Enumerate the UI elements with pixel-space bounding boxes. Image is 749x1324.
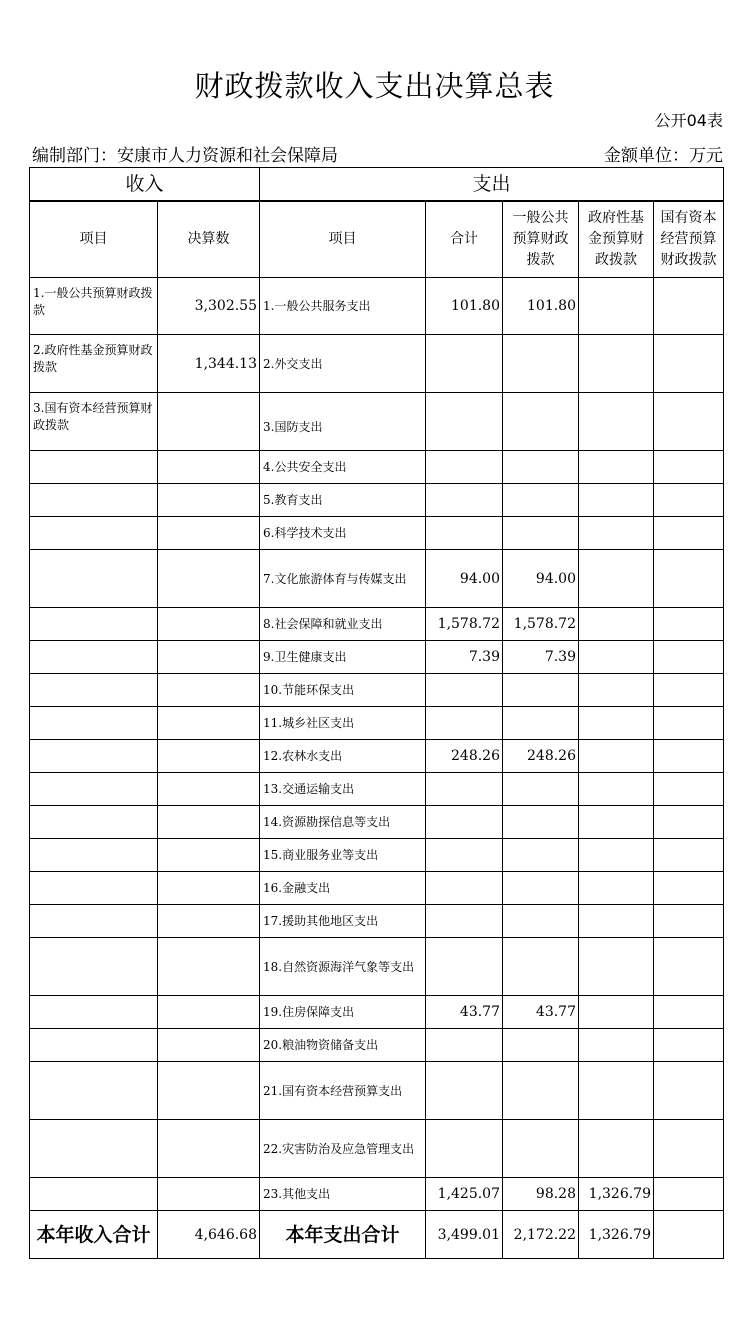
expense-item: 15.商业服务业等支出 <box>260 839 426 872</box>
income-value <box>158 517 260 550</box>
income-total-value: 4,646.68 <box>158 1211 260 1259</box>
compiling-department: 编制部门：安康市人力资源和社会保障局 <box>32 146 338 166</box>
expense-state <box>654 1062 724 1120</box>
expense-state <box>654 938 724 996</box>
expense-general: 101.80 <box>503 278 579 335</box>
income-item <box>30 484 158 517</box>
expense-item: 13.交通运输支出 <box>260 773 426 806</box>
expense-item: 18.自然资源海洋气象等支出 <box>260 938 426 996</box>
income-item <box>30 674 158 707</box>
expense-total-general: 2,172.22 <box>503 1211 579 1259</box>
amount-unit: 金额单位：万元 <box>604 146 723 166</box>
expense-item: 2.外交支出 <box>260 335 426 393</box>
income-item <box>30 641 158 674</box>
expense-total: 7.39 <box>426 641 503 674</box>
expense-total <box>426 393 503 451</box>
expense-general <box>503 905 579 938</box>
expense-total <box>426 707 503 740</box>
expense-total <box>426 1120 503 1178</box>
expense-section-header: 支出 <box>260 168 724 201</box>
expense-item: 11.城乡社区支出 <box>260 707 426 740</box>
expense-total-label: 本年支出合计 <box>260 1211 426 1259</box>
expense-state <box>654 1029 724 1062</box>
income-value <box>158 1029 260 1062</box>
table-row <box>30 1120 724 1178</box>
expense-fund <box>579 806 654 839</box>
table-row <box>30 938 724 996</box>
expense-state <box>654 550 724 608</box>
expense-general: 98.28 <box>503 1178 579 1211</box>
expense-general <box>503 451 579 484</box>
expense-fund <box>579 517 654 550</box>
expense-fund <box>579 451 654 484</box>
col-header-total: 合计 <box>426 201 503 278</box>
income-item <box>30 905 158 938</box>
income-value: 3,302.55 <box>158 278 260 335</box>
table-row <box>30 641 724 674</box>
expense-state <box>654 393 724 451</box>
table-row <box>30 550 724 608</box>
income-item <box>30 938 158 996</box>
expense-total: 1,425.07 <box>426 1178 503 1211</box>
expense-general <box>503 839 579 872</box>
expense-state <box>654 278 724 335</box>
expense-item: 20.粮油物资储备支出 <box>260 1029 426 1062</box>
table-row <box>30 517 724 550</box>
expense-item: 12.农林水支出 <box>260 740 426 773</box>
expense-general: 94.00 <box>503 550 579 608</box>
expense-fund <box>579 335 654 393</box>
income-item <box>30 1178 158 1211</box>
income-value <box>158 393 260 451</box>
totals-row <box>30 1211 724 1259</box>
form-number: 公开04表 <box>654 111 723 130</box>
expense-item: 19.住房保障支出 <box>260 996 426 1029</box>
expense-total-state <box>654 1211 724 1259</box>
expense-fund <box>579 905 654 938</box>
income-value <box>158 1062 260 1120</box>
income-item <box>30 773 158 806</box>
expense-general <box>503 517 579 550</box>
expense-total: 1,578.72 <box>426 608 503 641</box>
col-header-gov-fund: 政府性基金预算财政拨款 <box>579 201 654 278</box>
expense-fund <box>579 278 654 335</box>
page-title: 财政拨款收入支出决算总表 <box>194 69 555 103</box>
income-value <box>158 773 260 806</box>
expense-total <box>426 517 503 550</box>
expense-item: 4.公共安全支出 <box>260 451 426 484</box>
col-header-income-item: 项目 <box>30 201 158 278</box>
expense-total <box>426 1029 503 1062</box>
table-row <box>30 278 724 335</box>
table-row <box>30 451 724 484</box>
table-row <box>30 393 724 451</box>
expense-fund <box>579 938 654 996</box>
expense-item: 17.援助其他地区支出 <box>260 905 426 938</box>
expense-total <box>426 806 503 839</box>
income-value <box>158 872 260 905</box>
expense-state <box>654 641 724 674</box>
expense-general <box>503 674 579 707</box>
expense-total: 94.00 <box>426 550 503 608</box>
column-header-row <box>30 201 724 278</box>
income-item <box>30 1120 158 1178</box>
income-item <box>30 872 158 905</box>
expense-fund <box>579 674 654 707</box>
expense-total: 248.26 <box>426 740 503 773</box>
expense-state <box>654 1178 724 1211</box>
table-row <box>30 1178 724 1211</box>
income-item <box>30 1062 158 1120</box>
expense-total: 43.77 <box>426 996 503 1029</box>
expense-state <box>654 996 724 1029</box>
expense-fund <box>579 484 654 517</box>
expense-item: 7.文化旅游体育与传媒支出 <box>260 550 426 608</box>
expense-state <box>654 451 724 484</box>
expense-total <box>426 938 503 996</box>
table-row <box>30 905 724 938</box>
income-value <box>158 839 260 872</box>
expense-state <box>654 806 724 839</box>
income-value <box>158 740 260 773</box>
expense-general <box>503 806 579 839</box>
income-total-label: 本年收入合计 <box>30 1211 158 1259</box>
income-value <box>158 905 260 938</box>
section-header-row <box>30 168 724 201</box>
income-item <box>30 839 158 872</box>
income-item <box>30 451 158 484</box>
income-item <box>30 550 158 608</box>
table-row <box>30 872 724 905</box>
expense-fund <box>579 641 654 674</box>
income-item: 2.政府性基金预算财政拨款 <box>30 335 158 393</box>
expense-total: 101.80 <box>426 278 503 335</box>
expense-total <box>426 484 503 517</box>
expense-total <box>426 839 503 872</box>
income-value <box>158 641 260 674</box>
income-item <box>30 707 158 740</box>
income-value <box>158 996 260 1029</box>
expense-item: 21.国有资本经营预算支出 <box>260 1062 426 1120</box>
table-row <box>30 773 724 806</box>
expense-item: 6.科学技术支出 <box>260 517 426 550</box>
expense-state <box>654 905 724 938</box>
expense-state <box>654 1120 724 1178</box>
expense-fund <box>579 1062 654 1120</box>
table-row <box>30 740 724 773</box>
expense-general <box>503 707 579 740</box>
expense-state <box>654 335 724 393</box>
income-item <box>30 1029 158 1062</box>
expense-general <box>503 773 579 806</box>
expense-total-fund: 1,326.79 <box>579 1211 654 1259</box>
expense-fund <box>579 773 654 806</box>
expense-fund: 1,326.79 <box>579 1178 654 1211</box>
expense-item: 22.灾害防治及应急管理支出 <box>260 1120 426 1178</box>
expense-state <box>654 674 724 707</box>
expense-item: 1.一般公共服务支出 <box>260 278 426 335</box>
expense-general: 248.26 <box>503 740 579 773</box>
income-value: 1,344.13 <box>158 335 260 393</box>
expense-state <box>654 707 724 740</box>
table-row <box>30 707 724 740</box>
expense-total-sum: 3,499.01 <box>426 1211 503 1259</box>
income-item <box>30 806 158 839</box>
table-row <box>30 1062 724 1120</box>
expense-total <box>426 872 503 905</box>
expense-item: 5.教育支出 <box>260 484 426 517</box>
expense-general <box>503 393 579 451</box>
income-item <box>30 517 158 550</box>
income-item <box>30 608 158 641</box>
expense-general: 7.39 <box>503 641 579 674</box>
expense-fund <box>579 839 654 872</box>
expense-general <box>503 1029 579 1062</box>
expense-fund <box>579 740 654 773</box>
income-item <box>30 740 158 773</box>
col-header-general-budget: 一般公共预算财政拨款 <box>503 201 579 278</box>
expense-fund <box>579 872 654 905</box>
income-item <box>30 996 158 1029</box>
income-value <box>158 484 260 517</box>
income-value <box>158 707 260 740</box>
budget-summary-table <box>29 167 724 1259</box>
expense-fund <box>579 1029 654 1062</box>
expense-total <box>426 1062 503 1120</box>
expense-general <box>503 872 579 905</box>
expense-state <box>654 608 724 641</box>
table-row <box>30 335 724 393</box>
income-value <box>158 550 260 608</box>
expense-item: 10.节能环保支出 <box>260 674 426 707</box>
col-header-expense-item: 项目 <box>260 201 426 278</box>
col-header-final-amount: 决算数 <box>158 201 260 278</box>
expense-item: 23.其他支出 <box>260 1178 426 1211</box>
expense-general <box>503 335 579 393</box>
income-item: 1.一般公共预算财政拨款 <box>30 278 158 335</box>
income-value <box>158 608 260 641</box>
table-row <box>30 996 724 1029</box>
expense-fund <box>579 707 654 740</box>
expense-item: 16.金融支出 <box>260 872 426 905</box>
expense-fund <box>579 996 654 1029</box>
income-section-header: 收入 <box>30 168 260 201</box>
expense-total <box>426 905 503 938</box>
expense-general <box>503 1062 579 1120</box>
income-value <box>158 806 260 839</box>
expense-general <box>503 938 579 996</box>
expense-fund <box>579 608 654 641</box>
expense-general <box>503 1120 579 1178</box>
expense-state <box>654 839 724 872</box>
expense-fund <box>579 1120 654 1178</box>
expense-item: 8.社会保障和就业支出 <box>260 608 426 641</box>
expense-total <box>426 451 503 484</box>
income-value <box>158 938 260 996</box>
expense-general <box>503 484 579 517</box>
table-row <box>30 1029 724 1062</box>
table-row <box>30 806 724 839</box>
expense-state <box>654 484 724 517</box>
expense-total <box>426 335 503 393</box>
income-item: 3.国有资本经营预算财政拨款 <box>30 393 158 451</box>
table-row <box>30 484 724 517</box>
table-row <box>30 674 724 707</box>
income-value <box>158 1178 260 1211</box>
table-row <box>30 608 724 641</box>
expense-fund <box>579 550 654 608</box>
income-value <box>158 674 260 707</box>
expense-general: 1,578.72 <box>503 608 579 641</box>
expense-fund <box>579 393 654 451</box>
expense-item: 3.国防支出 <box>260 393 426 451</box>
expense-state <box>654 872 724 905</box>
expense-total <box>426 773 503 806</box>
expense-state <box>654 773 724 806</box>
expense-total <box>426 674 503 707</box>
expense-general: 43.77 <box>503 996 579 1029</box>
expense-item: 14.资源勘探信息等支出 <box>260 806 426 839</box>
expense-state <box>654 740 724 773</box>
expense-state <box>654 517 724 550</box>
income-value <box>158 451 260 484</box>
expense-item: 9.卫生健康支出 <box>260 641 426 674</box>
income-value <box>158 1120 260 1178</box>
col-header-state-capital: 国有资本经营预算财政拨款 <box>654 201 724 278</box>
table-row <box>30 839 724 872</box>
